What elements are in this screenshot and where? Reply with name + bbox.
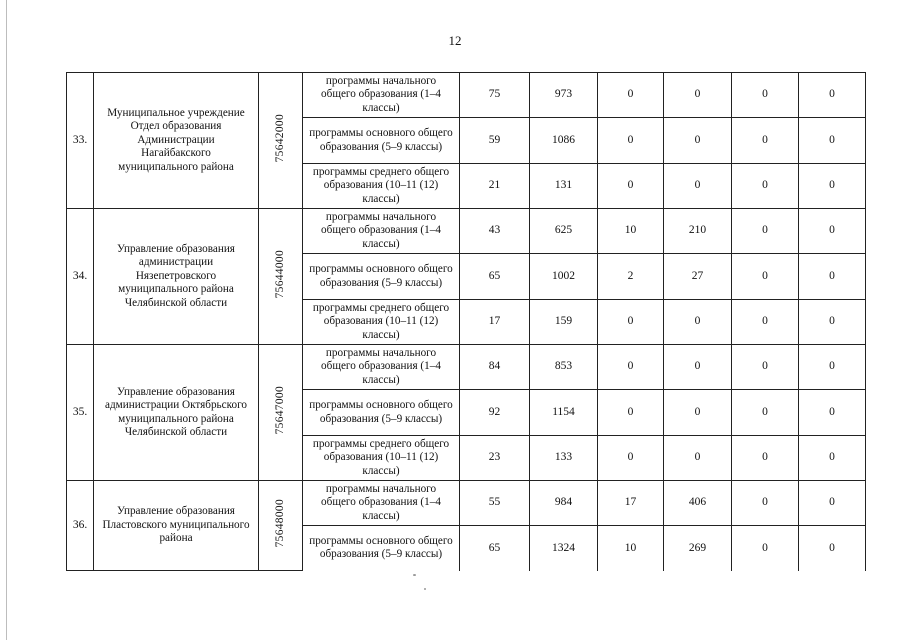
program-name: программы основного общего образования (5–9 классы) (303, 390, 460, 436)
count-value: 84 (460, 345, 530, 390)
students-value: 133 (530, 436, 598, 481)
oktmo-code: 75648000 (273, 499, 286, 548)
organization-name: Управление образования администрации Октябрьского муниципального района Челябинской области (94, 345, 259, 481)
program-name: программы начального общего образования (1–4 классы) (303, 481, 460, 526)
oktmo-code-cell (259, 345, 303, 481)
adapted-count-value: 10 (598, 209, 664, 254)
program-name: программы начального общего образования (1–4 классы) (303, 345, 460, 390)
adapted-count-value: 0 (598, 345, 664, 390)
program-name: программы основного общего образования (5–9 классы) (303, 118, 460, 164)
students-value: 159 (530, 300, 598, 345)
extra-students-value: 0 (799, 73, 866, 118)
extra-count-value: 0 (732, 481, 799, 526)
program-name: программы основного общего образования (5–9 классы) (303, 526, 460, 571)
adapted-students-value: 0 (664, 118, 732, 164)
page-number: 12 (448, 33, 462, 48)
count-value: 75 (460, 73, 530, 118)
row-index: 33. (67, 73, 94, 209)
adapted-count-value: 0 (598, 390, 664, 436)
row-index: 35. (67, 345, 94, 481)
students-value: 625 (530, 209, 598, 254)
adapted-students-value: 0 (664, 345, 732, 390)
extra-count-value: 0 (732, 526, 799, 571)
students-value: 1154 (530, 390, 598, 436)
adapted-count-value: 10 (598, 526, 664, 571)
extra-students-value: 0 (799, 209, 866, 254)
extra-students-value: 0 (799, 345, 866, 390)
adapted-students-value: 406 (664, 481, 732, 526)
scan-edge-line (6, 0, 7, 640)
extra-students-value: 0 (799, 300, 866, 345)
scan-speck (424, 588, 426, 590)
students-value: 984 (530, 481, 598, 526)
oktmo-code: 75647000 (273, 386, 286, 435)
extra-students-value: 0 (799, 254, 866, 300)
adapted-students-value: 0 (664, 73, 732, 118)
adapted-count-value: 17 (598, 481, 664, 526)
count-value: 65 (460, 254, 530, 300)
adapted-students-value: 0 (664, 390, 732, 436)
oktmo-code-cell (259, 73, 303, 209)
extra-count-value: 0 (732, 73, 799, 118)
extra-count-value: 0 (732, 164, 799, 209)
extra-students-value: 0 (799, 164, 866, 209)
count-value: 21 (460, 164, 530, 209)
adapted-students-value: 0 (664, 300, 732, 345)
adapted-count-value: 0 (598, 73, 664, 118)
extra-count-value: 0 (732, 436, 799, 481)
extra-count-value: 0 (732, 209, 799, 254)
table-row (67, 73, 866, 118)
organization-name: Управление образования Пластовского муниципального района (94, 481, 259, 571)
students-value: 131 (530, 164, 598, 209)
students-value: 1002 (530, 254, 598, 300)
oktmo-code: 75644000 (273, 250, 286, 299)
adapted-students-value: 210 (664, 209, 732, 254)
extra-students-value: 0 (799, 436, 866, 481)
program-name: программы среднего общего образования (10–11 (12) классы) (303, 436, 460, 481)
program-name: программы начального общего образования (1–4 классы) (303, 73, 460, 118)
students-value: 853 (530, 345, 598, 390)
program-name: программы среднего общего образования (10–11 (12) классы) (303, 300, 460, 345)
count-value: 92 (460, 390, 530, 436)
adapted-students-value: 0 (664, 164, 732, 209)
adapted-students-value: 27 (664, 254, 732, 300)
oktmo-code-cell (259, 481, 303, 571)
adapted-count-value: 2 (598, 254, 664, 300)
oktmo-code: 75642000 (273, 114, 286, 163)
adapted-students-value: 0 (664, 436, 732, 481)
scan-speck (413, 574, 416, 576)
count-value: 43 (460, 209, 530, 254)
program-name: программы среднего общего образования (10–11 (12) классы) (303, 164, 460, 209)
count-value: 55 (460, 481, 530, 526)
statistics-table (66, 72, 866, 571)
extra-count-value: 0 (732, 300, 799, 345)
count-value: 23 (460, 436, 530, 481)
row-index: 36. (67, 481, 94, 571)
extra-count-value: 0 (732, 118, 799, 164)
students-value: 1324 (530, 526, 598, 571)
count-value: 17 (460, 300, 530, 345)
extra-students-value: 0 (799, 118, 866, 164)
adapted-count-value: 0 (598, 300, 664, 345)
adapted-students-value: 269 (664, 526, 732, 571)
extra-students-value: 0 (799, 526, 866, 571)
adapted-count-value: 0 (598, 436, 664, 481)
table-row (67, 209, 866, 254)
extra-count-value: 0 (732, 254, 799, 300)
extra-students-value: 0 (799, 390, 866, 436)
extra-count-value: 0 (732, 345, 799, 390)
adapted-count-value: 0 (598, 164, 664, 209)
table-row (67, 345, 866, 390)
extra-students-value: 0 (799, 481, 866, 526)
students-value: 1086 (530, 118, 598, 164)
oktmo-code-cell (259, 209, 303, 345)
count-value: 59 (460, 118, 530, 164)
adapted-count-value: 0 (598, 118, 664, 164)
table-row (67, 481, 866, 526)
program-name: программы основного общего образования (5–9 классы) (303, 254, 460, 300)
program-name: программы начального общего образования (1–4 классы) (303, 209, 460, 254)
organization-name: Муниципальное учреждение Отдел образования Администрации Нагайбакского муниципального района (94, 73, 259, 209)
extra-count-value: 0 (732, 390, 799, 436)
students-value: 973 (530, 73, 598, 118)
row-index: 34. (67, 209, 94, 345)
organization-name: Управление образования администрации Нязепетровского муниципального района Челябинской области (94, 209, 259, 345)
count-value: 65 (460, 526, 530, 571)
